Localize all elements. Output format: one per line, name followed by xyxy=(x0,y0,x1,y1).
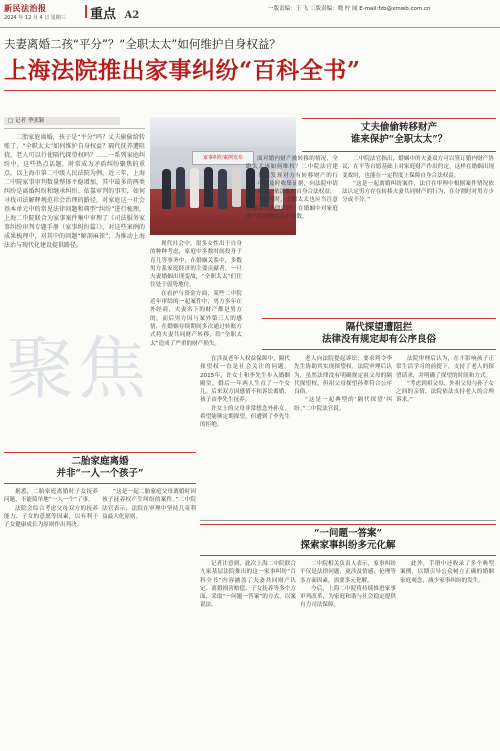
section4-title-line2: 探索家事纠纷多元化解 xyxy=(300,540,396,551)
paragraph: 今后，上海二中院将持续推进家事审判改革，为家庭和谐与社会稳定提供有力司法保障。 xyxy=(300,585,396,609)
headline-kicker: 夫妻离婚二孩“平分”？“全职太太”如何维护自身权益？ xyxy=(4,37,281,51)
section2-column-3 xyxy=(396,355,494,465)
paragraph: 许女士的父母非常想念外孙女，希望能够定期探望，但遭到了李先生的拒绝。 xyxy=(200,405,290,429)
section1-heading xyxy=(302,118,496,152)
person-figure xyxy=(204,167,213,207)
section4-column-1 xyxy=(200,560,296,746)
section-marker xyxy=(85,5,87,18)
section4-column-2 xyxy=(300,560,396,746)
paragraph: 面对婚内财产被转移的情况，全职太太该如何维权？二中院法官建议，如果发现对方有转移财产的行为，可以及时收集证据，向法院申请财产保全，依法维护自身合法权益。 xyxy=(246,156,338,196)
section1-title-line1: 丈夫偷偷转移财产 xyxy=(360,122,437,133)
paragraph: “考虑到祖父母、外祖父母与孙子女之间的亲情，法院依法支持老人的合理诉求。” xyxy=(396,380,494,404)
lead-box xyxy=(4,128,145,321)
paragraph: 二中院相关负责人表示，家事纠纷不仅是法律问题，更涉及情感、伦理等多方面因素，需要多元化解。 xyxy=(300,561,396,584)
photo-ceiling xyxy=(150,117,296,147)
person-figure xyxy=(176,167,185,207)
section4-title-line1: “一问题一答案” xyxy=(314,528,382,539)
paragraph: 二中院法官指出，婚姻中的夫妻双方可以签订婚内财产协议，在平等自愿基础上对家庭财产作出约定，这样在婚姻出现变故时，也能在一定程度上保障自身合法权益。 xyxy=(342,156,494,179)
paragraph: “这是一起典型的‘隔代探望’纠纷。”二中院法官说。 xyxy=(294,397,392,412)
paragraph: “这是一起二胎家庭父母离婚时因孩子抚养权产生纠纷的案件。”二中院法官表示，法院在审理中坚持儿童利益最大化原则。 xyxy=(102,489,196,520)
person-figure xyxy=(218,169,227,209)
headline-title: 上海法院推出家事纠纷“百科全书” xyxy=(4,57,361,84)
paragraph: 法院审理后认为，在不影响孩子正常生活学习的前提下，支持了老人的探望请求，并明确了探望的时间和方式。 xyxy=(396,356,494,379)
section4-rule xyxy=(200,520,496,521)
section1-column-2 xyxy=(246,155,338,330)
section2-heading xyxy=(262,318,496,350)
section-name: 重点 xyxy=(90,7,117,22)
section-number: A2 xyxy=(124,10,140,21)
person-figure xyxy=(162,169,171,209)
section4-column-3 xyxy=(400,560,494,746)
paragraph: 在涉及老年人权益保障中，隔代探望权一直是社会关注的问题。2015年，许女士和李先生步入婚姻殿堂，婚后一年两人生育了一个女儿。后来双方因感情不和诉讼离婚，孩子由李先生抚养。 xyxy=(200,356,290,404)
paragraph: 法院会综合考虑父母双方的抚养能力、子女的意愿等因素，以有利于子女健康成长为原则作出判决。 xyxy=(4,505,98,529)
person-figure xyxy=(190,168,199,208)
section1-column-3 xyxy=(342,155,494,275)
section3-heading xyxy=(4,452,196,484)
section1-title-line2: 谁来保护“全职太太”？ xyxy=(350,134,448,145)
paragraph: 老人向法院提起诉讼，要求判令李先生协助其实现探望权。法院审理后认为，虽然法律没有明确规定祖父母的隔代探望权，但祖父母探望孙辈符合公序良俗。 xyxy=(294,356,392,396)
section3-column-2 xyxy=(102,488,196,746)
focus-watermark: 聚焦 xyxy=(6,330,151,409)
section3-title-line2: 并非“一人一个孩子” xyxy=(56,468,144,479)
person-figure xyxy=(232,167,241,207)
photo-sign: 家事纠纷案例发布 xyxy=(192,151,254,165)
section3-title-line1: 二胎家庭离婚 xyxy=(71,456,129,467)
paragraph: 与此同时，全职太太也应当注意增强自身法律意识，在婚姻中对家庭财产状况做到心中有数。 xyxy=(246,197,338,221)
section4-heading xyxy=(200,524,496,556)
masthead-rule xyxy=(0,27,500,28)
lead-paragraph: 二胎家庭离婚，孩子是“平分”吗？丈夫偷偷给转账了，“全职太太”如何维护自身权益？隔代抚养遭阻挠，老人可以行使隔代探望权吗？……一系列家庭纠纷中，这些热点话题，时常成为矛盾纠纷聚焦的重点。以上海市第二中级人民法院为例，近三年，上海二中院家事审判数量整体平稳增加，其中最多的两类纠纷是离婚纠纷和继承纠纷。依靠审判的事实，如何寻找司法解释规范社会治理的路径，对家庭这一社会基本单元中的常见法律问题和典型“纠纷”进行梳理，上海二中院联合为家事案件集中审理了《司法服务家事纠纷审判专题手册（家事纠纷篇）》，对这些案例的成果梳理中，对其中的问题“解剖麻雀”，为推动上海法治与现代化建设提供路径。 xyxy=(4,134,145,249)
section2-title-line2: 法律没有规定却有公序良俗 xyxy=(321,334,436,345)
issue-date: 2024 年 12 月 4 日 星期三 xyxy=(4,15,66,21)
headline-rule xyxy=(4,90,496,91)
section2-column-1 xyxy=(200,355,290,465)
paragraph: “这是一起离婚纠纷案件，法官在审理中根据案件情况依法认定男方存在转移夫妻共同财产的行为，在分割时对男方少分或不分。” xyxy=(342,180,494,204)
paragraph: 记者注意到，此次上海二中院联合九家基层法院推出的这一家事纠纷“百科全书”内容涵盖了夫妻共同财产认定、离婚损害赔偿、子女抚养等多个方面，采取“一问题一答案”的方式，以案说法。 xyxy=(200,561,296,609)
paragraph: 此外，手册中还收录了多个典型案例，以期引导公众树立正确的婚姻家庭观念，减少家事纠纷的发生。 xyxy=(400,561,494,584)
editor-info: 一版责编：王 飞 二版责编：晓 柠 闻 E-mail:fzb@xmwb.com.cn xyxy=(268,6,431,12)
paragraph: 在看护与资金方面，某些二中院近年审结的一起案件中，男方多年在外经商，夫妻名下的财产都是男方的，而后男方因与案外第三人的感情，在婚姻存续期间多次通过转账方式将夫妻共同财产转移，给“全职太太”造成了严重的财产损失。 xyxy=(150,290,242,347)
paragraph: 据悉，二胎家庭离婚时子女抚养问题，不能简单地“一人一个”了事。 xyxy=(4,489,98,504)
section2-title-line1: 隔代探望遭阻拦 xyxy=(345,322,413,333)
newspaper-logo: 新民法治报 xyxy=(4,3,47,13)
paragraph: 现代社会中，很多女性出于自身的种种考虑，家庭中多数时间投身于育儿等事务中，在婚姻关系中，多数男方系家庭经济的主要贡献者，一旦夫妻婚姻出现变故，“全职太太”们往往处于弱势地位。 xyxy=(150,241,242,289)
byline: □ 记者 季张颖 xyxy=(4,117,120,125)
section3-column-1 xyxy=(4,488,98,746)
section2-column-2 xyxy=(294,355,392,465)
section-title xyxy=(90,3,139,22)
